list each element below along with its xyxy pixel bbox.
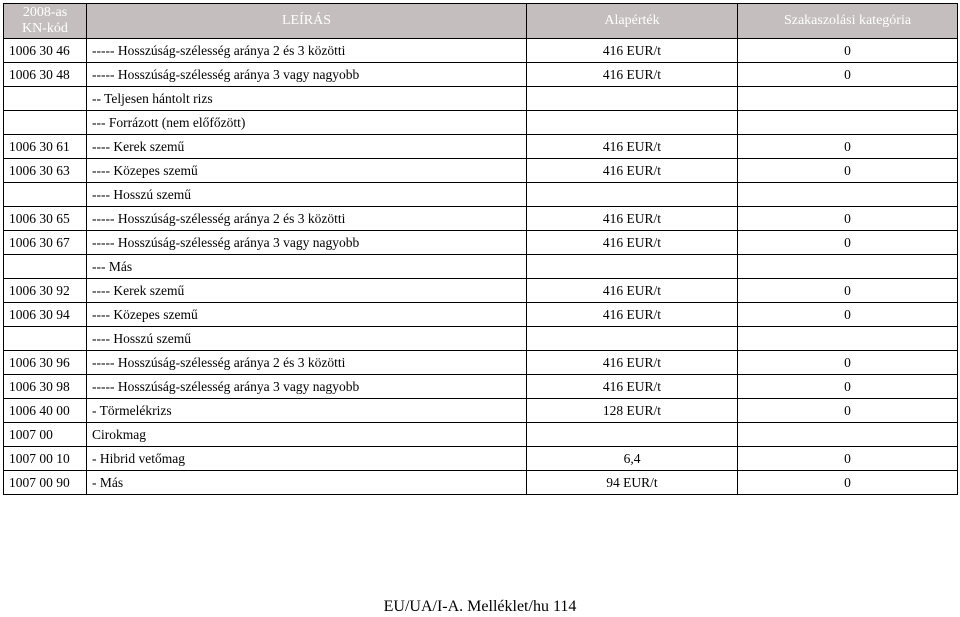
cell-base-value: 6,4 — [527, 447, 738, 471]
cell-code: 1007 00 — [4, 423, 87, 447]
table-row — [4, 279, 958, 303]
cell-base-value: 416 EUR/t — [527, 351, 738, 375]
cell-code: 1007 00 10 — [4, 447, 87, 471]
cell-base-value: 416 EUR/t — [527, 231, 738, 255]
header-code-line1: 2008-as — [22, 5, 68, 20]
cell-code: 1006 30 98 — [4, 375, 87, 399]
cell-category: 0 — [738, 135, 958, 159]
cell-base-value: 416 EUR/t — [527, 207, 738, 231]
table-header — [4, 4, 958, 39]
cell-base-value — [527, 183, 738, 207]
cell-description: ---- Kerek szemű — [87, 279, 527, 303]
cell-description: - Hibrid vetőmag — [87, 447, 527, 471]
header-code — [4, 4, 87, 39]
cell-description: -- Teljesen hántolt rizs — [87, 87, 527, 111]
header-code-line2: KN-kód — [22, 21, 68, 36]
table-row — [4, 423, 958, 447]
cell-code: 1006 30 65 — [4, 207, 87, 231]
cell-base-value: 416 EUR/t — [527, 159, 738, 183]
cell-category: 0 — [738, 351, 958, 375]
cell-base-value: 416 EUR/t — [527, 375, 738, 399]
cell-code: 1006 30 48 — [4, 63, 87, 87]
cell-description: ---- Hosszú szemű — [87, 183, 527, 207]
table-row — [4, 183, 958, 207]
cell-code: 1006 30 46 — [4, 39, 87, 63]
cell-description: --- Más — [87, 255, 527, 279]
table-row — [4, 231, 958, 255]
cell-description: --- Forrázott (nem előfőzött) — [87, 111, 527, 135]
cell-description: ---- Közepes szemű — [87, 159, 527, 183]
cell-code: 1006 40 00 — [4, 399, 87, 423]
cell-description: ---- Kerek szemű — [87, 135, 527, 159]
table-row — [4, 375, 958, 399]
cell-description: ----- Hosszúság-szélesség aránya 2 és 3 közötti — [87, 39, 527, 63]
cell-code: 1006 30 61 — [4, 135, 87, 159]
table-row — [4, 303, 958, 327]
cell-base-value: 416 EUR/t — [527, 39, 738, 63]
table-row — [4, 207, 958, 231]
cell-code: 1006 30 92 — [4, 279, 87, 303]
table-row — [4, 255, 958, 279]
cell-base-value: 94 EUR/t — [527, 471, 738, 495]
cell-description: ---- Hosszú szemű — [87, 327, 527, 351]
cell-category — [738, 183, 958, 207]
cell-code: 1006 30 94 — [4, 303, 87, 327]
cell-code: 1006 30 96 — [4, 351, 87, 375]
table-row — [4, 471, 958, 495]
cell-description: Cirokmag — [87, 423, 527, 447]
cell-description: ----- Hosszúság-szélesség aránya 3 vagy nagyobb — [87, 375, 527, 399]
cell-category: 0 — [738, 399, 958, 423]
cell-code: 1006 30 67 — [4, 231, 87, 255]
cell-category — [738, 423, 958, 447]
cell-code — [4, 327, 87, 351]
page-footer: EU/UA/I-A. Melléklet/hu 114 — [383, 598, 577, 615]
cell-category: 0 — [738, 231, 958, 255]
cell-category: 0 — [738, 159, 958, 183]
cell-code — [4, 111, 87, 135]
table-body — [4, 39, 958, 495]
cell-base-value: 416 EUR/t — [527, 279, 738, 303]
cell-description: ----- Hosszúság-szélesség aránya 3 vagy nagyobb — [87, 231, 527, 255]
cell-code: 1006 30 63 — [4, 159, 87, 183]
cell-category: 0 — [738, 63, 958, 87]
cell-base-value: 128 EUR/t — [527, 399, 738, 423]
table-row — [4, 351, 958, 375]
cell-category — [738, 87, 958, 111]
cell-description: ---- Közepes szemű — [87, 303, 527, 327]
table-row — [4, 447, 958, 471]
table-row — [4, 135, 958, 159]
cell-base-value — [527, 255, 738, 279]
table-row — [4, 63, 958, 87]
cell-description: ----- Hosszúság-szélesség aránya 3 vagy nagyobb — [87, 63, 527, 87]
cell-category: 0 — [738, 375, 958, 399]
cell-base-value: 416 EUR/t — [527, 303, 738, 327]
cell-description: ----- Hosszúság-szélesség aránya 2 és 3 közötti — [87, 351, 527, 375]
cell-base-value — [527, 111, 738, 135]
header-category: Szakaszolási kategória — [738, 4, 958, 39]
table-row — [4, 399, 958, 423]
cell-category — [738, 111, 958, 135]
cell-base-value — [527, 327, 738, 351]
cell-category: 0 — [738, 303, 958, 327]
header-description: LEÍRÁS — [87, 4, 527, 39]
cell-description: - Törmelékrizs — [87, 399, 527, 423]
cell-category — [738, 327, 958, 351]
table-row — [4, 111, 958, 135]
cell-base-value: 416 EUR/t — [527, 63, 738, 87]
cell-category: 0 — [738, 471, 958, 495]
cell-base-value: 416 EUR/t — [527, 135, 738, 159]
cell-base-value — [527, 423, 738, 447]
header-base-value: Alapérték — [527, 4, 738, 39]
table-row — [4, 327, 958, 351]
cell-description: - Más — [87, 471, 527, 495]
cell-category: 0 — [738, 279, 958, 303]
tariff-table — [3, 3, 958, 495]
cell-code: 1007 00 90 — [4, 471, 87, 495]
cell-category — [738, 255, 958, 279]
cell-description: ----- Hosszúság-szélesség aránya 2 és 3 közötti — [87, 207, 527, 231]
header-row — [4, 4, 958, 39]
cell-code — [4, 87, 87, 111]
cell-base-value — [527, 87, 738, 111]
cell-category: 0 — [738, 207, 958, 231]
table-row — [4, 159, 958, 183]
table-row — [4, 87, 958, 111]
table-row — [4, 39, 958, 63]
cell-category: 0 — [738, 39, 958, 63]
cell-code — [4, 255, 87, 279]
cell-category: 0 — [738, 447, 958, 471]
cell-code — [4, 183, 87, 207]
